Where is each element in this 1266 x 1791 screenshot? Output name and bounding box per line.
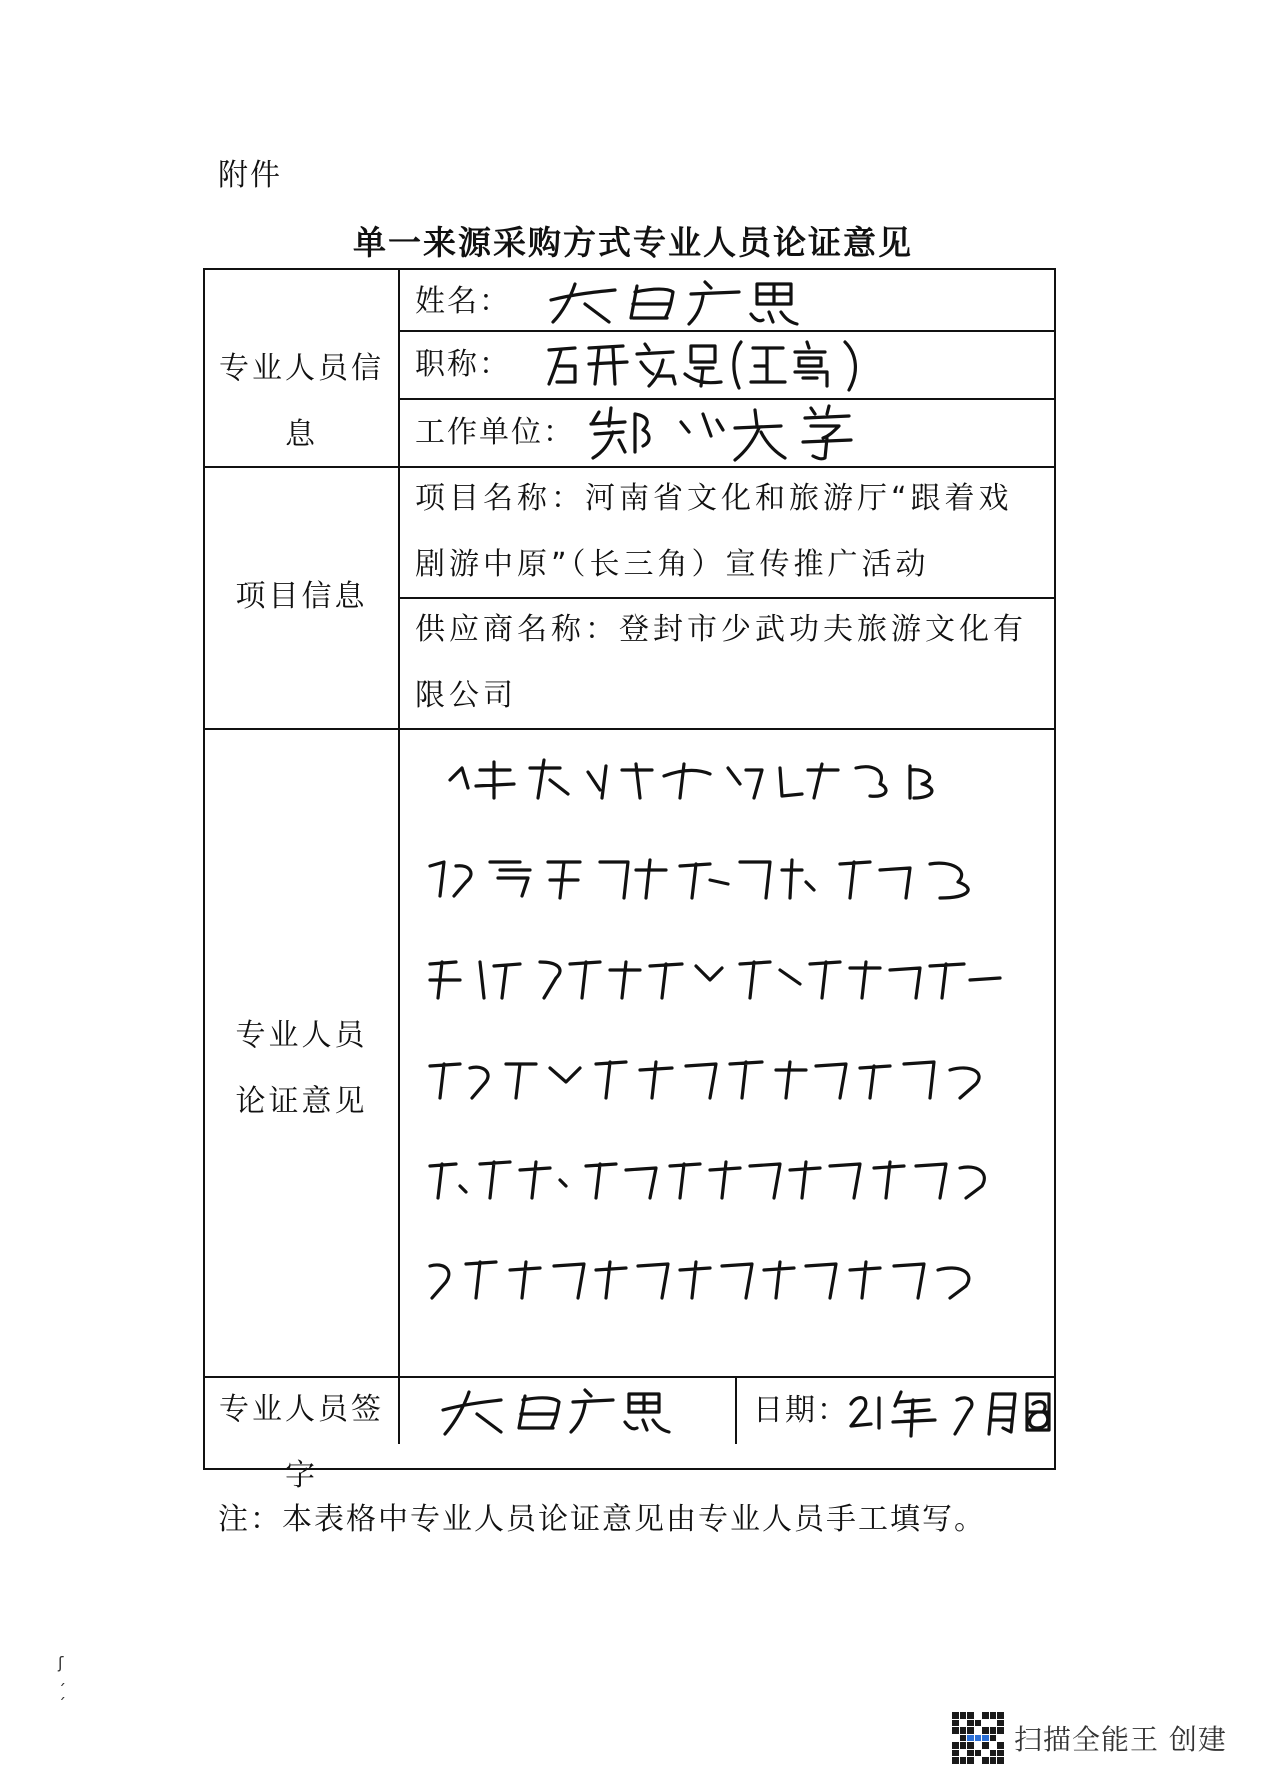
opinion-section-label-line1: 专业人员 xyxy=(235,1018,368,1053)
handwritten-title xyxy=(545,336,875,394)
signature-divider xyxy=(735,1376,737,1444)
personnel-section-label: 专业人员信息 xyxy=(219,351,384,452)
form-table xyxy=(203,268,1056,1493)
margin-marks: ʃ ˏ ˏ xyxy=(58,1653,66,1700)
document-title: 单一来源采购方式专业人员论证意见 xyxy=(353,223,913,262)
handwritten-signature xyxy=(435,1380,675,1440)
row-divider xyxy=(398,330,1054,332)
supplier-name-text: 供应商名称：登封市少武功夫旅游文化有限公司 xyxy=(415,612,1027,713)
column-divider xyxy=(398,270,400,1444)
date-label: 日期： xyxy=(753,1393,849,1428)
footnote: 注：本表格中专业人员论证意见由专业人员手工填写。 xyxy=(218,1502,986,1537)
qr-code-icon xyxy=(952,1712,1004,1764)
name-label: 姓名： xyxy=(415,284,511,319)
scanner-watermark xyxy=(952,1712,1227,1764)
signature-label: 专业人员签字 xyxy=(219,1392,384,1493)
project-name-text: 项目名称：河南省文化和旅游厅“跟着戏剧游中原”（长三角）宣传推广活动 xyxy=(415,481,1013,582)
opinion-section-label-line2: 论证意见 xyxy=(235,1084,368,1119)
watermark-text: 扫描全能王 创建 xyxy=(1014,1723,1227,1756)
attachment-label: 附件 xyxy=(218,158,282,193)
unit-label: 工作单位： xyxy=(415,415,575,450)
handwritten-date-day xyxy=(1023,1384,1055,1436)
handwritten-opinion xyxy=(410,740,1050,1370)
handwritten-name xyxy=(545,274,805,328)
project-section-label: 项目信息 xyxy=(235,579,368,614)
title-label: 职称： xyxy=(415,347,511,382)
handwritten-unit xyxy=(585,400,885,464)
